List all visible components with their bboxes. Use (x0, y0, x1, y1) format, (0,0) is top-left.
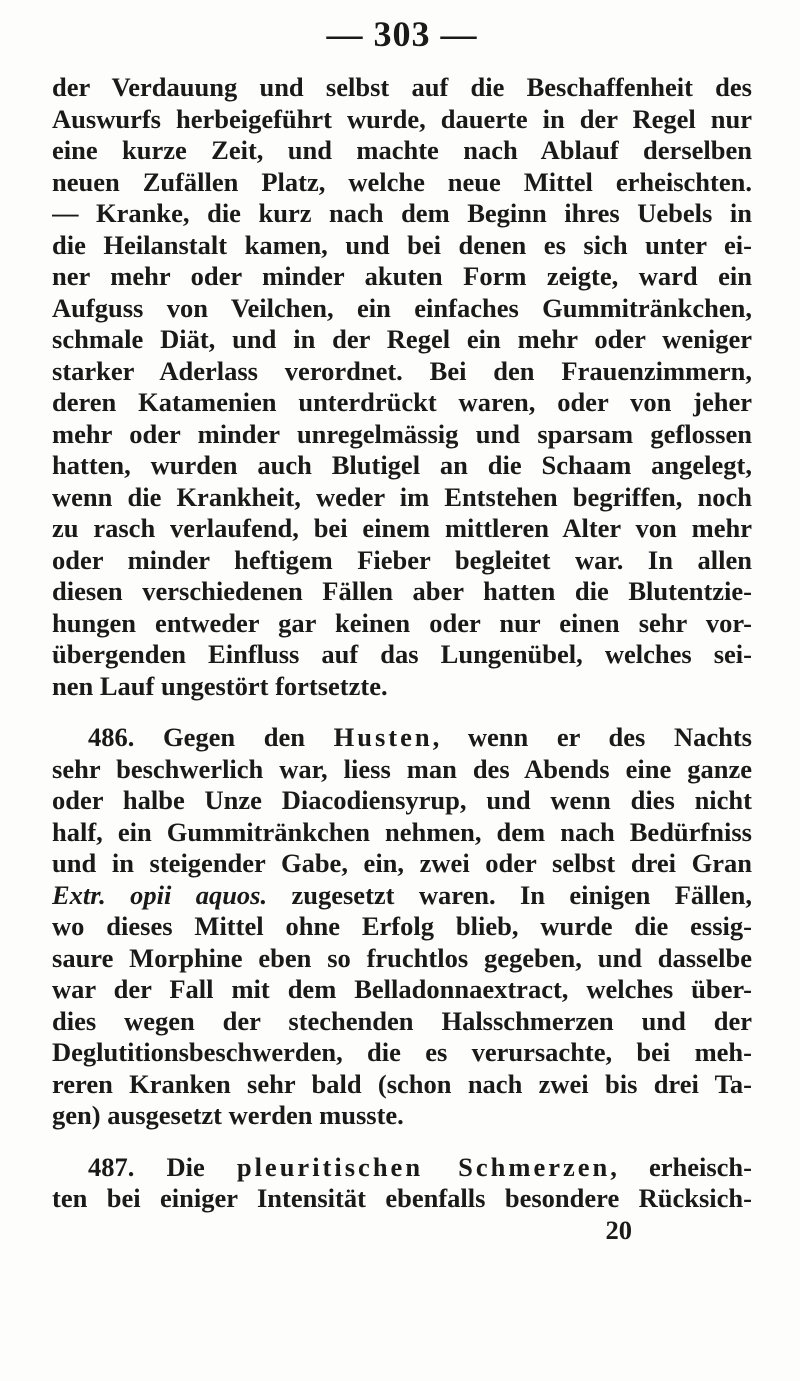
text-line: neuen Zufällen Platz, welche neue Mittel erheischten. (52, 166, 752, 197)
book-page (52, 14, 752, 1246)
text-line: starker Aderlass verordnet. Bei den Frauenzimmern, (52, 355, 752, 386)
text-line: mehr oder minder unregelmässig und sparsam geflossen (52, 418, 752, 449)
text-line: die Heilanstalt kamen, und bei denen es sich unter ei- (52, 229, 752, 260)
paragraph-486 (52, 722, 752, 1132)
page-number-header: — 303 — (326, 14, 478, 54)
text-line: Aufguss von Veilchen, ein einfaches Gummitränkchen, (52, 292, 752, 323)
paragraph-number: 487. (88, 1151, 135, 1182)
text-line: saure Morphine eben so fruchtlos gegeben, und dasselbe (52, 942, 752, 973)
text-line: ten bei einiger Intensität ebenfalls besondere Rücksich- (52, 1183, 752, 1213)
emphasized-term: Husten (333, 722, 433, 752)
text-line: der Verdauung und selbst auf die Beschaffenheit des (52, 72, 752, 102)
text-line: nen Lauf ungestört fortsetzte. (52, 670, 388, 701)
text-line: hungen entweder gar keinen oder nur einen sehr vor- (52, 607, 752, 638)
body-text (52, 72, 752, 1246)
text-line: Auswurfs herbeigeführt wurde, dauerte in der Regel nur (52, 103, 752, 134)
text-line: reren Kranken sehr bald (schon nach zwei bis drei Ta- (52, 1068, 752, 1099)
text-line: schmale Diät, und in der Regel ein mehr oder weniger (52, 324, 752, 354)
paragraph-487 (52, 1152, 752, 1215)
text-line: 486. Gegen den Husten, wenn er des Nachts (88, 722, 752, 752)
text-line: dies wegen der stechenden Halsschmerzen und der (52, 1005, 752, 1036)
italic-term: Extr. opii aquos. (52, 879, 268, 910)
text-line: gen) ausgesetzt werden musste. (52, 1100, 404, 1130)
paragraph-1 (52, 72, 752, 702)
text-line: Deglutitionsbeschwerden, die es verursachte, bei meh- (52, 1037, 752, 1067)
text-line: eine kurze Zeit, und machte nach Ablauf derselben (52, 135, 752, 165)
text-line: war der Fall mit dem Belladonnaextract, welches über- (52, 974, 752, 1004)
text-line: zu rasch verlaufend, bei einem mittleren Alter von mehr (52, 513, 752, 543)
text-line: und in steigender Gabe, ein, zwei oder selbst drei Gran (52, 848, 752, 878)
text-line: wenn die Krankheit, weder im Entstehen begriffen, noch (52, 481, 752, 512)
text-line: diesen verschiedenen Fällen aber hatten die Blutentzie- (52, 576, 752, 606)
paragraph-number: 486. (88, 722, 135, 752)
text-line: ner mehr oder minder akuten Form zeigte, ward ein (52, 261, 752, 291)
text-line: übergenden Einfluss auf das Lungenübel, welches sei- (52, 639, 752, 669)
text-line: oder halbe Unze Diacodiensyrup, und wenn dies nicht (52, 785, 752, 815)
text-line: 487. Die pleuritischen Schmerzen, erheisch- (88, 1151, 752, 1182)
text-line: — Kranke, die kurz nach dem Beginn ihres Uebels in (52, 198, 752, 228)
text-line: oder minder heftigem Fieber begleitet war. In allen (52, 544, 752, 575)
text-line: sehr beschwerlich war, liess man des Abends eine ganze (52, 753, 752, 784)
text-line: Extr. opii aquos. zugesetzt waren. In einigen Fällen, (52, 879, 752, 910)
text-line: hatten, wurden auch Blutigel an die Schaam angelegt, (52, 450, 752, 480)
emphasized-term: pleuritischen Schmerzen (236, 1151, 611, 1182)
text-line: half, ein Gummitränkchen nehmen, dem nach Bedürfniss (52, 816, 752, 847)
text-line: deren Katamenien unterdrückt waren, oder von jeher (52, 387, 752, 417)
text-line: wo dieses Mittel ohne Erfolg blieb, wurde die essig- (52, 911, 752, 941)
signature-mark: 20 (605, 1214, 632, 1245)
